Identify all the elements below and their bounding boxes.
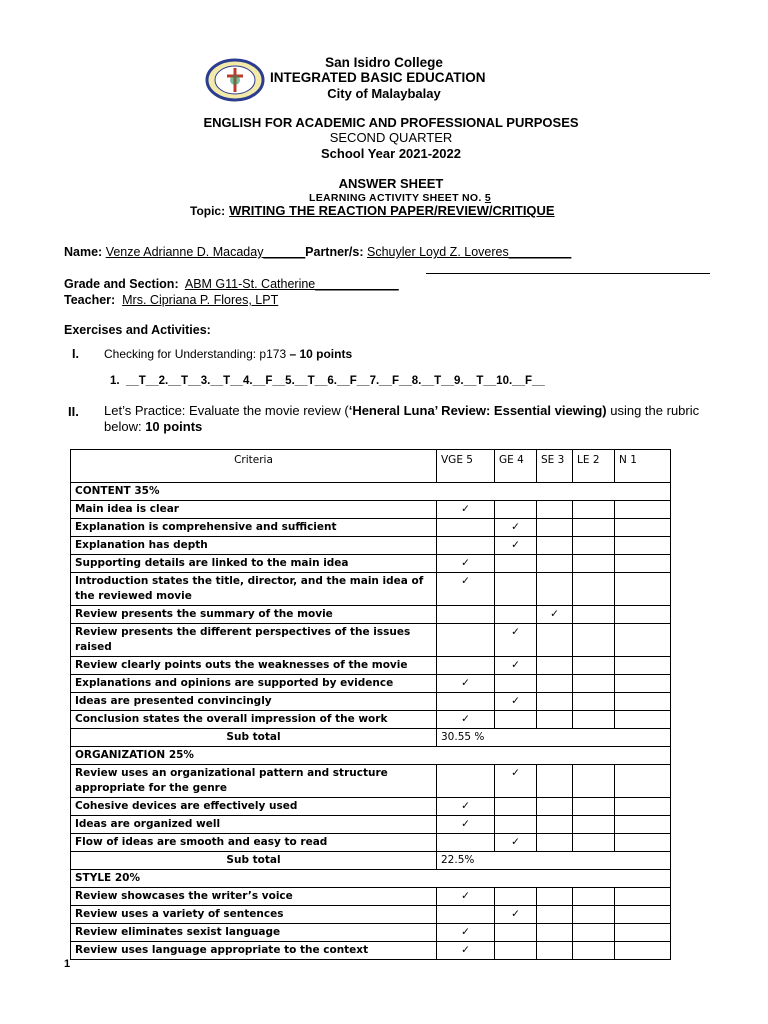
rating-cell [495,888,537,906]
rating-header: VGE 5 [437,450,495,483]
rating-header: SE 3 [537,450,573,483]
rating-cell [573,675,615,693]
rating-cell [537,537,573,555]
criterion-cell: Review uses an organizational pattern and structure appropriate for the genre [71,765,437,798]
rubric-table [70,449,671,960]
rating-cell [537,711,573,729]
subtotal-value: 22.5% [437,852,671,870]
rating-cell [437,834,495,852]
criterion-cell: Review uses a variety of sentences [71,906,437,924]
rating-cell [537,555,573,573]
rating-cell [573,711,615,729]
las-value: 5 [484,192,491,204]
topic-line [190,203,555,218]
rating-cell [495,816,537,834]
rating-cell [615,519,671,537]
rating-cell [573,519,615,537]
rating-cell [537,675,573,693]
rating-cell [615,816,671,834]
criterion-cell: Review presents the summary of the movie [71,606,437,624]
rating-cell [615,675,671,693]
table-row [71,675,671,693]
rating-cell [537,798,573,816]
table-row [71,624,671,657]
answer-sheet-title: ANSWER SHEET [338,176,444,191]
section-heading: STYLE 20% [71,870,671,888]
topic-value: WRITING THE REACTION PAPER/REVIEW/CRITIQUE [229,203,555,218]
criteria-header: Criteria [71,450,437,483]
criterion-cell: Conclusion states the overall impression of the work [71,711,437,729]
checkmark-cell: ✓ [437,711,495,729]
grade-label: Grade and Section: [64,277,179,291]
checkmark-cell: ✓ [495,624,537,657]
rating-cell [537,906,573,924]
checkmark-cell: ✓ [495,834,537,852]
rating-cell [573,924,615,942]
rating-cell [615,834,671,852]
table-row [71,693,671,711]
checkmark-cell: ✓ [495,693,537,711]
rating-cell [537,693,573,711]
criterion-cell: Ideas are presented convincingly [71,693,437,711]
subtotal-label: Sub total [71,729,437,747]
rubric-header-row [71,450,671,483]
rating-cell [615,765,671,798]
rating-cell [537,942,573,960]
rating-cell [615,906,671,924]
rating-cell [537,834,573,852]
school-year: School Year 2021-2022 [321,146,461,161]
criterion-cell: Review eliminates sexist language [71,924,437,942]
table-row [71,924,671,942]
checkmark-cell: ✓ [437,675,495,693]
subject-title: ENGLISH FOR ACADEMIC AND PROFESSIONAL PURPOSES [203,115,579,130]
table-row [71,906,671,924]
criterion-cell: Review showcases the writer’s voice [71,888,437,906]
rating-cell [495,942,537,960]
exercises-heading: Exercises and Activities: [64,323,211,337]
item1-points: – 10 points [289,347,353,361]
rating-cell [573,657,615,675]
rating-header: LE 2 [573,450,615,483]
table-row [71,573,671,606]
item2-text [104,403,724,435]
rating-cell [495,924,537,942]
rating-cell [437,906,495,924]
item2-label-2: using the rubric below: [104,403,700,434]
item1-label: Checking for Understanding: p173 [104,347,290,361]
rating-cell [573,555,615,573]
criterion-cell: Flow of ideas are smooth and easy to read [71,834,437,852]
item1-text [104,347,352,361]
rating-cell [495,555,537,573]
table-row [71,501,671,519]
subtotal-label: Sub total [71,852,437,870]
name-value: Venze Adrianne D. Macaday______ [105,245,306,259]
criterion-cell: Explanation is comprehensive and sufficient [71,519,437,537]
table-row [71,606,671,624]
rating-cell [615,624,671,657]
rating-cell [573,942,615,960]
criterion-cell: Introduction states the title, director, and the main idea of the reviewed movie [71,573,437,606]
city-name: City of Malaybalay [327,86,441,101]
teacher-value: Mrs. Cipriana P. Flores, LPT [122,293,279,307]
rating-cell [615,606,671,624]
criterion-cell: Explanations and opinions are supported by evidence [71,675,437,693]
rating-cell [615,924,671,942]
rating-cell [573,834,615,852]
rating-cell [615,537,671,555]
checkmark-cell: ✓ [437,888,495,906]
criterion-cell: Main idea is clear [71,501,437,519]
checkmark-cell: ✓ [495,537,537,555]
checkmark-cell: ✓ [437,501,495,519]
rating-cell [537,501,573,519]
checkmark-cell: ✓ [437,816,495,834]
rating-cell [615,501,671,519]
rating-cell [615,888,671,906]
rating-cell [573,816,615,834]
section-heading-row [71,747,671,765]
checkmark-cell: ✓ [437,573,495,606]
item2-review-title: ‘Heneral Luna’ Review: Essential viewing) [348,403,607,418]
table-row [71,657,671,675]
subtotal-row [71,729,671,747]
criterion-cell: Explanation has depth [71,537,437,555]
name-partner-line [64,245,571,259]
checkmark-cell: ✓ [437,798,495,816]
table-row [71,537,671,555]
rating-header: GE 4 [495,450,537,483]
table-row [71,942,671,960]
rating-cell [573,693,615,711]
rating-cell [615,798,671,816]
rating-cell [573,798,615,816]
item2-label: Let’s Practice: Evaluate the movie review ( [104,403,349,418]
table-row [71,765,671,798]
checkmark-cell: ✓ [437,942,495,960]
rating-cell [537,624,573,657]
item2-points: 10 points [145,419,203,434]
rating-cell [437,624,495,657]
teacher-line [64,293,278,307]
rating-cell [537,924,573,942]
table-row [71,519,671,537]
rating-header: N 1 [615,450,671,483]
rating-cell [537,816,573,834]
rating-cell [615,711,671,729]
rating-cell [437,657,495,675]
subtotal-value: 30.55 % [437,729,671,747]
blank-underline [426,273,710,274]
rating-cell [615,657,671,675]
rating-cell [537,765,573,798]
checkmark-cell: ✓ [437,555,495,573]
checkmark-cell: ✓ [495,519,537,537]
rating-cell [495,573,537,606]
checkmark-cell: ✓ [495,906,537,924]
criterion-cell: Review uses language appropriate to the context [71,942,437,960]
partner-label: Partner/s: [305,245,364,259]
department-name: INTEGRATED BASIC EDUCATION [270,70,486,85]
table-row [71,816,671,834]
criterion-cell: Review clearly points outs the weaknesses of the movie [71,657,437,675]
table-row [71,888,671,906]
rating-cell [495,711,537,729]
rating-cell [573,501,615,519]
grade-value: ABM G11-St. Catherine____________ [184,277,399,291]
quarter-title: SECOND QUARTER [329,130,453,145]
section-heading: CONTENT 35% [71,483,671,501]
rating-cell [437,519,495,537]
item2-number: II. [68,404,79,419]
rating-cell [615,942,671,960]
section-heading-row [71,870,671,888]
rating-cell [537,573,573,606]
checkmark-cell: ✓ [437,924,495,942]
rating-cell [573,888,615,906]
table-row [71,555,671,573]
name-label: Name: [64,245,103,259]
rating-cell [573,537,615,555]
rating-cell [615,555,671,573]
rating-cell [615,573,671,606]
table-row [71,711,671,729]
criterion-cell: Supporting details are linked to the main idea [71,555,437,573]
rating-cell [573,573,615,606]
rating-cell [495,501,537,519]
criterion-cell: Ideas are organized well [71,816,437,834]
criterion-cell: Review presents the different perspectives of the issues raised [71,624,437,657]
section-heading: ORGANIZATION 25% [71,747,671,765]
grade-line [64,277,399,291]
rating-cell [573,906,615,924]
checkmark-cell: ✓ [495,657,537,675]
rating-cell [573,624,615,657]
rating-cell [495,606,537,624]
rating-cell [495,675,537,693]
table-row [71,834,671,852]
rating-cell [437,537,495,555]
section-heading-row [71,483,671,501]
rating-cell [615,693,671,711]
partner-value: Schuyler Loyd Z. Loveres_________ [367,245,572,259]
checkmark-cell: ✓ [537,606,573,624]
rating-cell [495,798,537,816]
rating-cell [537,657,573,675]
criterion-cell: Cohesive devices are effectively used [71,798,437,816]
rating-cell [573,606,615,624]
school-name: San Isidro College [325,55,443,70]
teacher-label: Teacher: [64,293,116,307]
page-number: 1 [64,958,71,970]
rating-cell [437,765,495,798]
table-row [71,798,671,816]
subtotal-row [71,852,671,870]
rating-cell [437,693,495,711]
answers-line: 1. __T__2.__T__3.__T__4.__F__5.__T__6.__F__7.__F__8.__T__9.__T__10.__F__ [110,375,545,387]
rating-cell [437,606,495,624]
item1-number: I. [72,347,79,361]
topic-label: Topic: [190,204,226,218]
checkmark-cell: ✓ [495,765,537,798]
rating-cell [537,888,573,906]
rating-cell [537,519,573,537]
las-label: LEARNING ACTIVITY SHEET NO. [309,192,482,204]
rating-cell [573,765,615,798]
